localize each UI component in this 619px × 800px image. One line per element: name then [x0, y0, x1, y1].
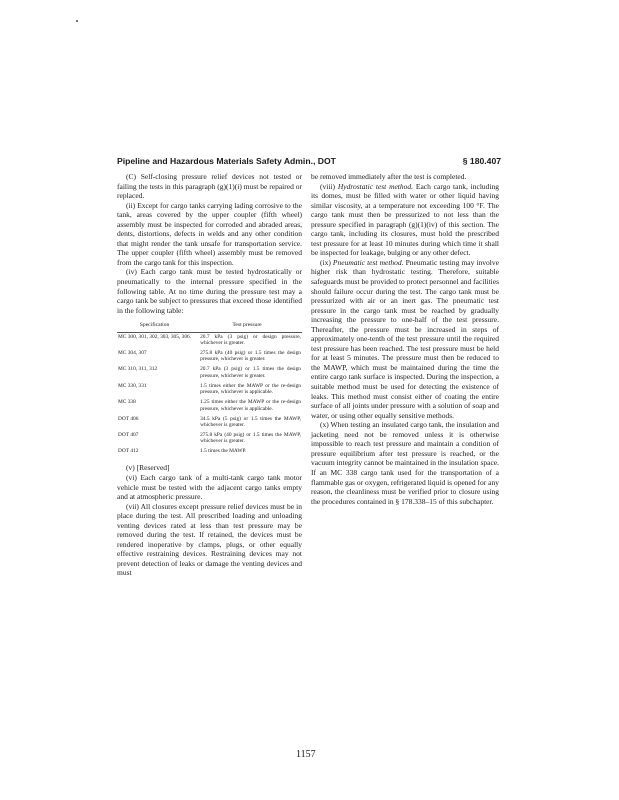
- running-header: [117, 156, 501, 170]
- table-cell-spec: MC 300, 301, 302, 303, 305, 306.: [118, 333, 192, 340]
- paragraph-vii-continued: be removed immediately after the test is completed.: [311, 172, 467, 181]
- header-title: Pipeline and Hazardous Materials Safety Admin., DOT: [117, 156, 336, 166]
- table-cell-spec: MC 330, 331: [118, 382, 147, 389]
- header-section-number: § 180.407: [462, 156, 501, 166]
- table-cell-pressure: 1.25 times either the MAWP or the re-design pressure, whichever is applicable.: [200, 399, 301, 412]
- paragraph-ix: [311, 258, 499, 420]
- paragraph-ix-text: Pneumatic testing may involve higher risk than hydrostatic testing. Therefore, suitable safeguards must be provided to protect personnel and facilities should failure occur during the test. The cargo tank must be pressurized with air or an inert gas. The pneumatic test pressure in the cargo tank must be reached by gradually increasing the pressure to one-half of the test pressure. Thereafter, the pressure must be increased in steps of approximately one-tenth of the test pressure until the required test pressure has been reached. The test pressure must be held for at least 5 minutes. The pressure must then be reduced to the MAWP, which must be maintained during the time the entire cargo tank surface is inspected. During the inspection, a suitable method must be used for detecting the existence of leaks. This method must consist either of coating the entire surface of all joints under pressure with a solution of soap and water, or using other equally sensitive methods.: [311, 257, 499, 420]
- table-row: [117, 382, 302, 398]
- paragraph-viii-number: (viii): [320, 181, 338, 191]
- table-cell-spec: DOT 406: [118, 415, 139, 422]
- table-cell-pressure: 20.7 kPa (3 psig) or 1.5 times the design pressure, whichever is greater.: [200, 366, 301, 379]
- table-cell-pressure: 1.5 times the MAWP.: [200, 448, 247, 455]
- table-row: [117, 415, 302, 431]
- table-cell-pressure: 275.8 kPa (40 psig) or 1.5 times the MAWP, whichever is greater.: [200, 432, 301, 445]
- table-row: [117, 365, 302, 381]
- test-pressure-table: [117, 321, 302, 457]
- right-column: [311, 172, 499, 506]
- table-cell-spec: MC 310, 311, 312: [118, 366, 158, 373]
- table-cell-spec: MC 338: [118, 399, 136, 406]
- table-cell-pressure: 275.8 kPa (40 psig) or 1.5 times the design pressure, whichever is greater.: [200, 350, 301, 363]
- table-cell-pressure: 1.5 times either the MAWP or the re-design pressure, whichever is applicable.: [200, 382, 301, 396]
- table-cell-pressure: 34.5 kPa (5 psig) or 1.5 times the MAWP, whichever is greater.: [200, 415, 301, 429]
- paragraph-v: (v) [Reserved]: [126, 463, 170, 473]
- paragraph-c: (C) Self-closing pressure relief devices not tested or failing the tests in this paragraph (g)(1)(i) must be repaired or replaced.: [117, 172, 302, 201]
- table-cell-spec: DOT 412: [118, 448, 139, 455]
- scan-speck: [76, 20, 78, 22]
- paragraph-ix-number: (ix): [320, 257, 333, 267]
- paragraph-vii: (vii) All closures except pressure relief devices must be in place during the test. All prescribed loading and unloading venting devices rated at less than test pressure may be removed during the test. If retained, the devices must be rendered inoperative by clamps, plugs, or other equally effective restraining devices. Restraining devices may not prevent detection of leaks or damage the venting devices and must: [117, 501, 302, 578]
- paragraph-x: (x) When testing an insulated cargo tank, the insulation and jacketing need not be removed unless it is otherwise impossible to reach test pressure and maintain a condition of pressure equilibrium after test pressure is reached, or the vacuum integrity cannot be maintained in the insulation space. If an MC 338 cargo tank used for the transportation of a flammable gas or oxygen, refrigerated liquid is opened for any reason, the cleanliness must be verified prior to closure using the procedures contained in § 178.338–15 of this subchapter.: [311, 420, 499, 506]
- table-cell-pressure: 20.7 kPa (3 psig) or design pressure, whichever is greater.: [200, 333, 301, 347]
- table-row: [117, 431, 302, 447]
- table-header-row: [117, 321, 302, 332]
- table-header-test-pressure: Test pressure: [192, 321, 302, 332]
- paragraph-vi: (vi) Each cargo tank of a multi-tank cargo tank motor vehicle must be tested with the adjacent cargo tanks empty and at atmospheric pressure.: [117, 473, 302, 502]
- paragraph-viii: [311, 182, 499, 258]
- paragraph-viii-text: Each cargo tank, including its domes, must be filled with water or other liquid having similar viscosity, at a temperature not exceeding 100 °F. The cargo tank must then be pressurized to not less than the pressure specified in paragraph (g)(1)(iv) of this section. The cargo tank, including its closures, must hold the prescribed test pressure for at least 10 minutes during which time it shall be inspected for leakage, bulging or any other defect.: [311, 181, 499, 258]
- table-row: [117, 398, 302, 414]
- paragraph-ii: (ii) Except for cargo tanks carrying lading corrosive to the tank, areas covered by the upper coupler (fifth wheel) assembly must be inspected for corroded and abraded areas, dents, distortions, defects in welds and any other condition that might render the tank unsafe for transportation service. The upper coupler (fifth wheel) assembly must be removed from the cargo tank for this inspection.: [117, 200, 302, 267]
- left-column: [117, 172, 302, 578]
- paragraph-iv: (iv) Each cargo tank must be tested hydrostatically or pneumatically to the internal pressure specified in the following table. At no time during the pressure test may a cargo tank be subject to pressures that exceed those identified in the following table:: [117, 267, 303, 315]
- hydrostatic-heading: Hydrostatic test method.: [337, 181, 414, 191]
- pneumatic-heading: Pneumatic test method.: [332, 257, 404, 267]
- table-cell-spec: MC 304, 307: [118, 350, 147, 357]
- table-header-specification: Specification: [117, 321, 192, 332]
- page-number: 1157: [296, 749, 316, 760]
- table-row: [117, 447, 302, 457]
- table-row: [117, 332, 302, 349]
- table-row: [117, 349, 302, 365]
- table-cell-spec: DOT 407: [118, 432, 139, 439]
